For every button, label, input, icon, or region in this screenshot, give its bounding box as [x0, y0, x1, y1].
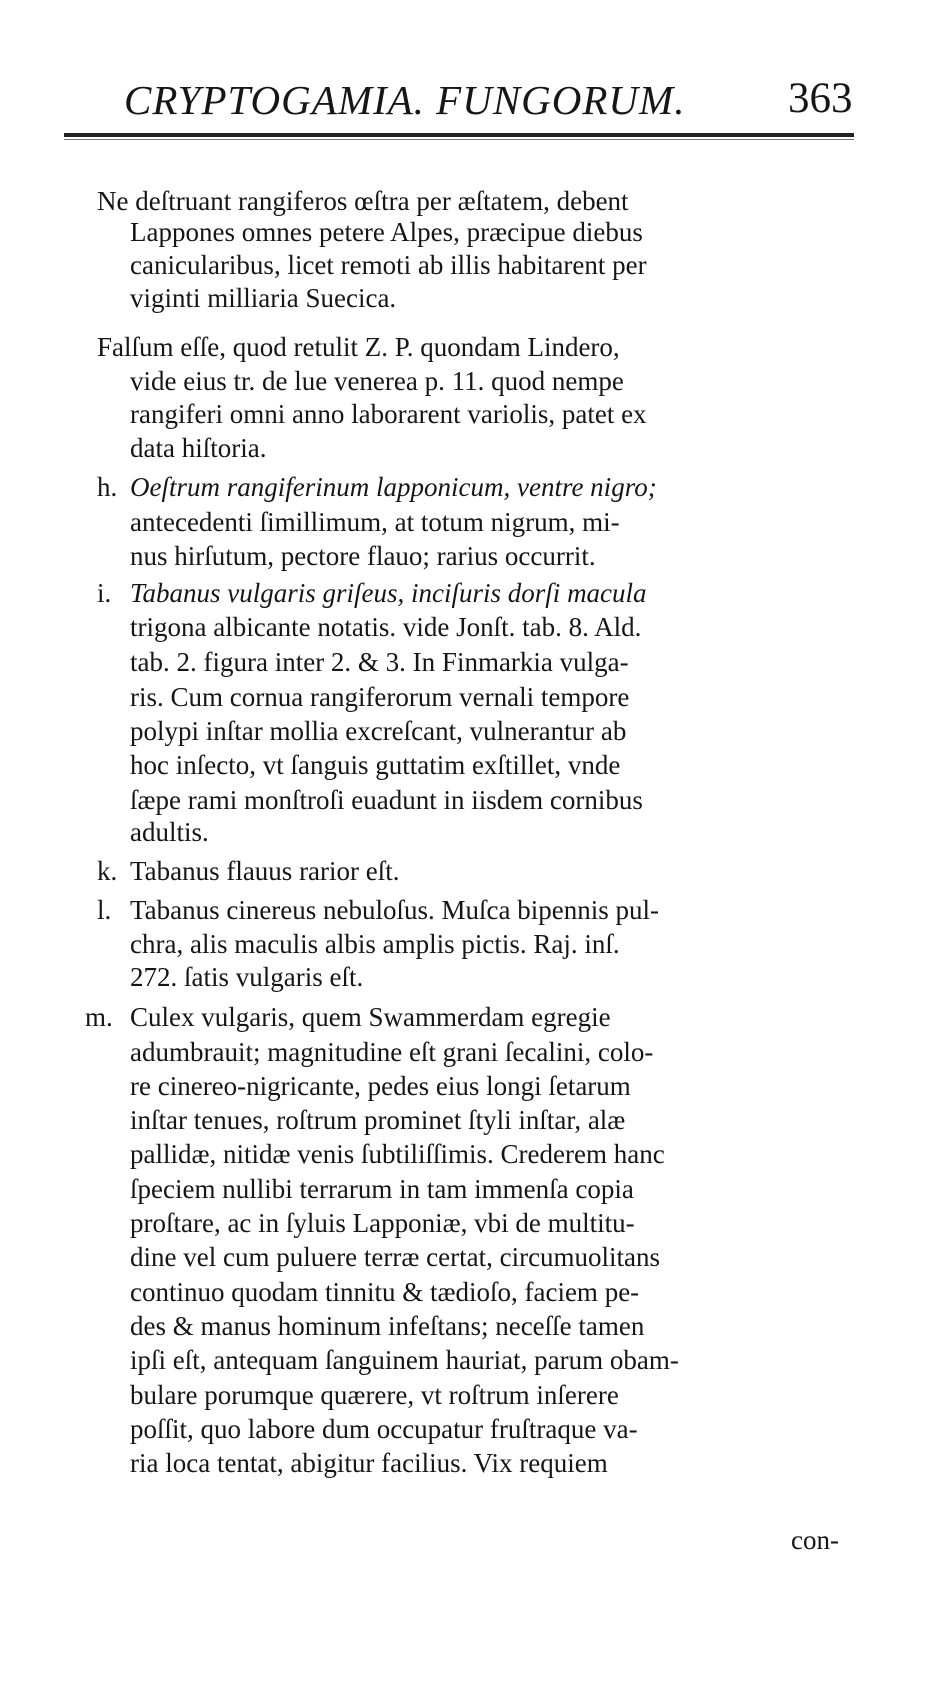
- running-title: CRYPTOGAMIA. FUNGORUM.: [124, 77, 686, 123]
- text-line: bulare porumque quærere, vt roſtrum inſerere: [130, 1380, 619, 1410]
- text-line: Tabanus cinereus nebuloſus. Muſca bipennis pul-: [130, 895, 659, 925]
- catchword: con-: [791, 1525, 839, 1555]
- text-line: ſæpe rami monſtroſi euadunt in iisdem cornibus: [130, 785, 643, 815]
- text-line: re cinereo-nigricante, pedes eius longi ſetarum: [130, 1071, 631, 1101]
- text-line: adultis.: [130, 817, 209, 847]
- text-line: dine vel cum puluere terræ certat, circumuolitans: [130, 1242, 661, 1272]
- text-line: 272. ſatis vulgaris eſt.: [130, 962, 364, 992]
- text-line: inſtar tenues, roſtrum prominet ſtyli inſtar, alæ: [130, 1105, 626, 1135]
- text-line: pallidæ, nitidæ venis ſubtiliſſimis. Crederem hanc: [130, 1139, 665, 1169]
- text-line: nus hirſutum, pectore flauo; rarius occurrit.: [130, 541, 596, 571]
- header-rule-thin: [64, 139, 854, 140]
- text-line: data hiſtoria.: [130, 433, 267, 463]
- text-line: Oeſtrum rangiferinum lapponicum, ventre nigro;: [130, 472, 657, 502]
- text-line: Ne deſtruant rangiferos œſtra per æſtatem, debent: [97, 186, 629, 216]
- text-line: chra, alis maculis albis amplis pictis. Raj. inſ.: [130, 929, 620, 959]
- text-line: Culex vulgaris, quem Swammerdam egregie: [130, 1002, 611, 1032]
- entry-label: l.: [97, 895, 112, 925]
- page-number: 363: [788, 75, 853, 122]
- page-header: [0, 0, 933, 150]
- text-line: poſſit, quo labore dum occupatur fruſtraque va-: [130, 1414, 638, 1444]
- text-line: trigona albicante notatis. vide Jonſt. tab. 8. Ald.: [130, 612, 642, 642]
- entry-label: h.: [97, 472, 118, 502]
- text-line: Tabanus flauus rarior eſt.: [130, 856, 400, 886]
- entry-label: i.: [97, 578, 112, 608]
- text-line: ipſi eſt, antequam ſanguinem hauriat, parum obam-: [130, 1345, 679, 1375]
- text-line: rangiferi omni anno laborarent variolis, patet ex: [130, 399, 647, 429]
- text-line: Lappones omnes petere Alpes, præcipue diebus: [130, 217, 643, 247]
- entry-label: k.: [97, 856, 118, 886]
- header-rule: [64, 133, 854, 137]
- text-line: vide eius tr. de lue venerea p. 11. quod nempe: [130, 366, 624, 396]
- text-line: hoc inſecto, vt ſanguis guttatim exſtillet, vnde: [130, 750, 621, 780]
- text-line: des & manus hominum infeſtans; neceſſe tamen: [130, 1311, 645, 1341]
- text-line: polypi inſtar mollia excreſcant, vulnerantur ab: [130, 716, 627, 746]
- text-line: tab. 2. figura inter 2. & 3. In Finmarkia vulga-: [130, 647, 629, 677]
- text-line: proſtare, ac in ſyluis Lapponiæ, vbi de multitu-: [130, 1208, 635, 1238]
- text-line: canicularibus, licet remoti ab illis habitarent per: [130, 250, 647, 280]
- text-line: antecedenti ſimillimum, at totum nigrum, mi-: [130, 507, 620, 537]
- text-line: Tabanus vulgaris griſeus, inciſuris dorſi macula: [130, 578, 647, 608]
- text-line: ris. Cum cornua rangiferorum vernali tempore: [130, 682, 630, 712]
- text-line: Falſum eſſe, quod retulit Z. P. quondam Lindero,: [97, 332, 620, 362]
- text-line: adumbrauit; magnitudine eſt grani ſecalini, colo-: [130, 1037, 654, 1067]
- text-line: ria loca tentat, abigitur facilius. Vix requiem: [130, 1448, 608, 1478]
- text-line: continuo quodam tinnitu & tædioſo, faciem pe-: [130, 1277, 640, 1307]
- text-line: ſpeciem nullibi terrarum in tam immenſa copia: [130, 1174, 634, 1204]
- text-line: viginti milliaria Suecica.: [130, 283, 397, 313]
- entry-label: m.: [85, 1002, 113, 1032]
